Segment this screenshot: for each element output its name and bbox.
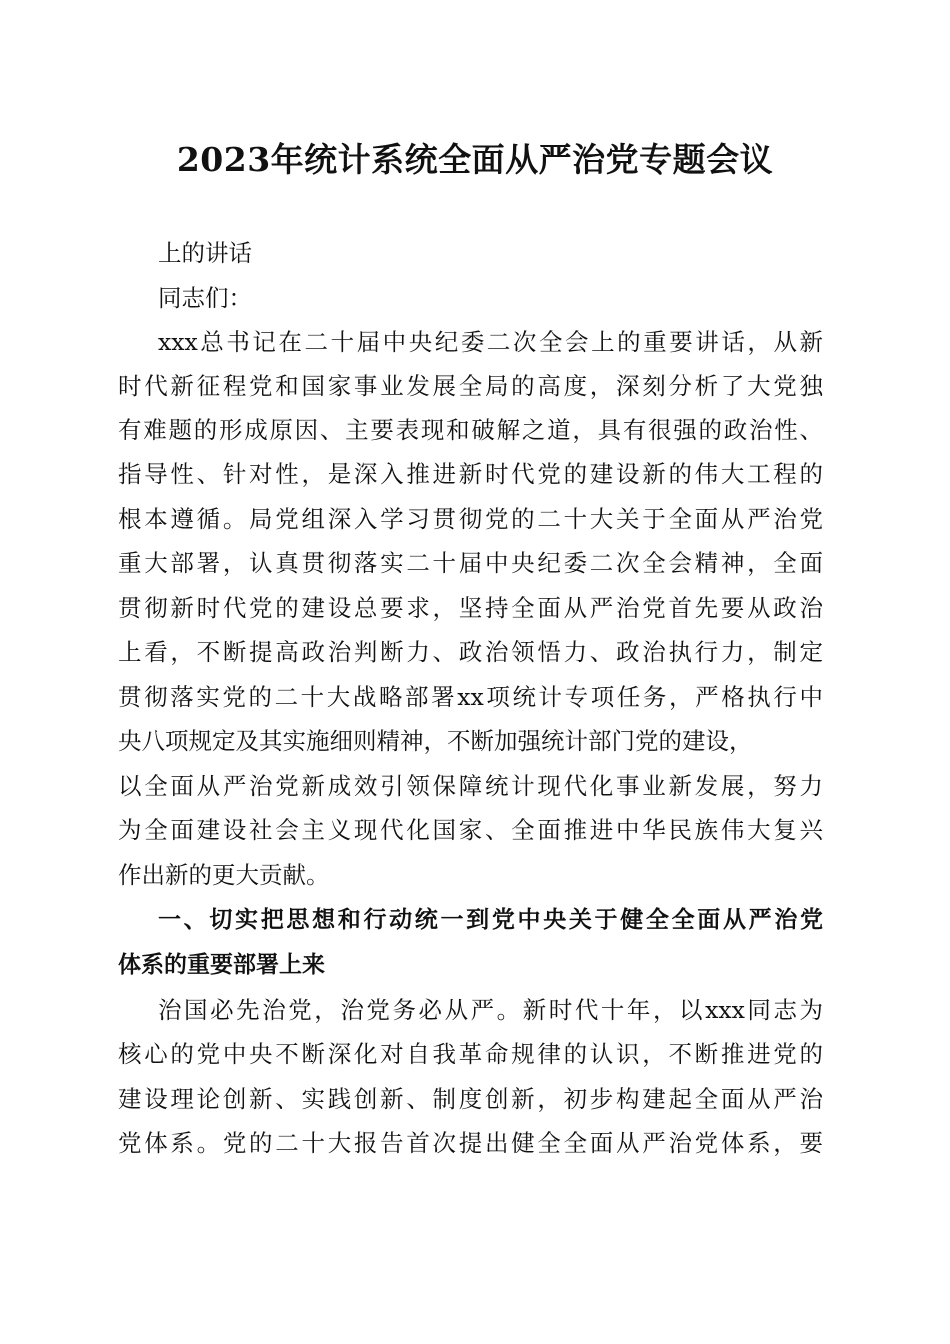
document-title: 2023年统计系统全面从严治党专题会议 — [176, 140, 774, 179]
paragraph-line: 贯彻落实党的二十大战略部署xx项统计专项任务，严格执行中 — [118, 683, 823, 711]
paragraph-line: 作出新的更大贡献。 — [118, 861, 330, 889]
paragraph-line: 治国必先治党，治党务必从严。新时代十年，以xxx同志为 — [158, 996, 823, 1024]
paragraph-line: 贯彻新时代党的建设总要求，坚持全面从严治党首先要从政治 — [118, 594, 823, 622]
paragraph-line: 以全面从严治党新成效引领保障统计现代化事业新发展，努力 — [118, 772, 823, 800]
paragraph-line: xxx总书记在二十届中央纪委二次全会上的重要讲话，从新 — [158, 328, 823, 356]
paragraph-line: 有难题的形成原因、主要表现和破解之道，具有很强的政治性、 — [118, 416, 823, 444]
paragraph-line: 核心的党中央不断深化对自我革命规律的认识，不断推进党的 — [118, 1040, 823, 1068]
paragraph-line: 根本遵循。局党组深入学习贯彻党的二十大关于全面从严治党 — [118, 505, 823, 533]
paragraph-line: 央八项规定及其实施细则精神，不断加强统计部门党的建设， — [118, 727, 753, 755]
paragraph-line: 党体系。党的二十大报告首次提出健全全面从严治党体系，要 — [118, 1129, 823, 1157]
paragraph-line: 建设理论创新、实践创新、制度创新，初步构建起全面从严治 — [118, 1085, 823, 1113]
title-continuation: 上的讲话 — [158, 239, 252, 267]
paragraph-line: 为全面建设社会主义现代化国家、全面推进中华民族伟大复兴 — [118, 816, 823, 844]
paragraph-line: 指导性、针对性，是深入推进新时代党的建设新的伟大工程的 — [118, 460, 823, 488]
salutation: 同志们： — [158, 284, 252, 312]
section-heading: 体系的重要部署上来 — [118, 952, 325, 978]
paragraph-line: 上看，不断提高政治判断力、政治领悟力、政治执行力，制定 — [118, 638, 823, 666]
section-heading: 一、切实把思想和行动统一到党中央关于健全全面从严治党 — [158, 907, 823, 933]
paragraph-line: 重大部署，认真贯彻落实二十届中央纪委二次全会精神，全面 — [118, 549, 823, 577]
paragraph-line: 时代新征程党和国家事业发展全局的高度，深刻分析了大党独 — [118, 372, 823, 400]
